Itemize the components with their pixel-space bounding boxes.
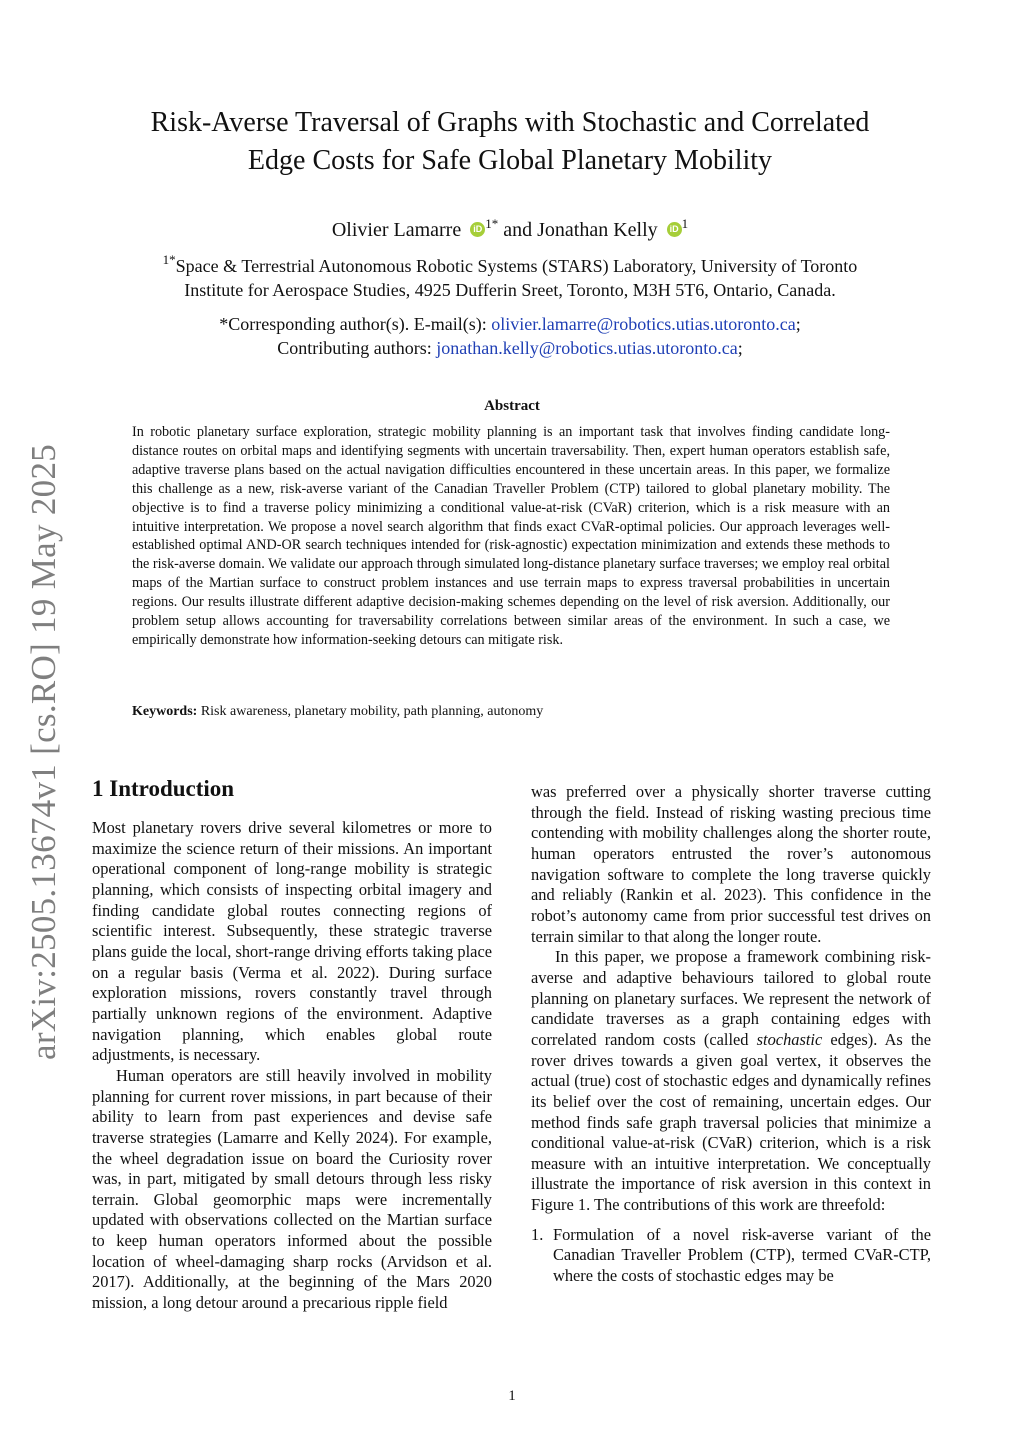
author-1-name: Olivier Lamarre xyxy=(331,219,462,241)
corresponding-email-link[interactable]: olivier.lamarre@robotics.utias.utoronto.ca xyxy=(491,314,796,334)
author-conjunction: and xyxy=(503,219,533,241)
affiliation-line-1: Space & Terrestrial Autonomous Robotic Systems (STARS) Laboratory, University of Toronto xyxy=(175,256,858,276)
keywords xyxy=(132,703,890,721)
orcid-icon[interactable]: iD xyxy=(470,222,485,237)
page-number: 1 xyxy=(508,1388,516,1404)
affiliation-line-2: Institute for Aerospace Studies, 4925 Dufferin Sreet, Toronto, M3H 5T6, Ontario, Canada. xyxy=(184,280,836,300)
paragraph-text: edges). As the rover drives towards a given goal vertex, it observes the actual (true) cost of stochastic edges and dynamically refines its belief over the cost of remaining, uncertain edges. Our method finds safe graph traversal policies that minimize a conditional value-at-risk (CVaR) criterion, which is a risk measure with an intuitive interpretation. We conceptually illustrate the importance of risk aversion in this context in Figure 1. The contributions of this work are threefold: xyxy=(531,1029,931,1215)
contact-info xyxy=(110,312,910,360)
affiliation xyxy=(100,248,920,302)
author-list xyxy=(110,210,910,244)
left-column xyxy=(92,818,492,1314)
emphasis-text: stochastic xyxy=(756,1029,823,1049)
contributing-prefix: Contributing authors: xyxy=(277,338,437,358)
corresponding-prefix: *Corresponding author(s). E-mail(s): xyxy=(219,314,492,334)
keywords-text: Risk awareness, planetary mobility, path planning, autonomy xyxy=(200,704,544,719)
paragraph-text: In this paper, we propose a framework combining risk-averse and adaptive behaviours tailored to global route planning on planetary surfaces. We represent the network of candidate traverses as a graph containing edges with correlated random costs (called xyxy=(531,947,931,1049)
author-2-name: Jonathan Kelly xyxy=(537,219,658,241)
list-item-text: Formulation of a novel risk-averse variant of the Canadian Traveller Problem (CTP), termed CVaR-CTP, where the costs of stochastic edges may be xyxy=(553,1224,931,1286)
author-2-mark: 1 xyxy=(681,216,689,231)
separator: ; xyxy=(795,314,801,334)
paragraph: was preferred over a physically shorter traverse cutting through the field. Instead of risking wasting precious time contending with mobility challenges along the shorter route, human operators entrusted the rover’s autonomous navigation software to complete the long traverse quickly and reliably (Rankin et al. 2023). This confidence in the robot’s autonomy came from prior successful test drives on terrain similar to that along the longer route. xyxy=(531,782,931,946)
paragraph xyxy=(531,947,931,1216)
separator: ; xyxy=(737,338,743,358)
paragraph: Most planetary rovers drive several kilometres or more to maximize the science return of their missions. An important operational component of long-range mobility is strategic planning, which consists of inspecting orbital imagery and finding candidate global routes connecting regions of scientific interest. Subsequently, these strategic traverse plans guide the local, short-range driving efforts taking place on a regular basis (Verma et al. 2022). During surface exploration missions, rovers constantly travel through partially unknown regions of the environment. Adaptive navigation planning, which enables global route adjustments, is necessary. xyxy=(92,818,492,1065)
title-line-1: Risk-Averse Traversal of Graphs with Stochastic and Correlated xyxy=(150,107,870,138)
paragraph: Human operators are still heavily involved in mobility planning for current rover missions, in part because of their ability to learn from past experiences and devise safe traverse strategies (Lamarre and Kelly 2024). For example, the wheel degradation issue on board the Curiosity rover was, in part, mitigated by small detours through less risky terrain. Global geomorphic maps were incrementally updated with observations collected on the Martian surface to keep human operators informed about the possible location of wheel-damaging sharp rocks (Arvidson et al. 2017). Additionally, at the beginning of the Mars 2020 mission, a long detour around a precarious ripple field xyxy=(92,1065,492,1313)
affiliation-mark: 1* xyxy=(162,252,176,267)
list-number: 1. xyxy=(531,1224,544,1244)
abstract-text: In robotic planetary surface exploration, strategic mobility planning is an important task that involves finding candidate long-distance routes on orbital maps and identifying segments with uncertain traversability. Then, expert human operators establish safe, adaptive traverse plans based on the actual navigation difficulties encountered in these uncertain areas. In this paper, we formalize this challenge as a new, risk-averse variant of the Canadian Traveller Problem (CTP) tailored to global planetary mobility. The objective is to find a traverse policy minimizing a conditional value-at-risk (CVaR) criterion, which is a risk measure with an intuitive interpretation. We propose a novel search algorithm that finds exact CVaR-optimal policies. Our approach leverages well-established optimal AND-OR search techniques intended for (risk-agnostic) expectation minimization and extends these methods to the risk-averse domain. We validate our approach through simulated long-distance planetary surface traverses; we employ real orbital maps of the Martian surface to construct problem instances and use terrain maps to express traversal probabilities in uncertain regions. Our results illustrate different adaptive decision-making schemes depending on the level of risk aversion. Additionally, our problem setup allows accounting for traversability correlations between similar areas of the environment. In such a case, we empirically demonstrate how information-seeking detours can mitigate risk. xyxy=(132,424,890,648)
paper-title xyxy=(110,104,910,180)
orcid-icon[interactable]: iD xyxy=(667,222,682,237)
abstract-heading: Abstract xyxy=(484,398,540,414)
list-item xyxy=(531,1225,931,1287)
right-column xyxy=(531,782,931,1287)
arxiv-identifier-stamp: arXiv:2505.13674v1 [cs.RO] 19 May 2025 xyxy=(24,443,63,1060)
title-line-2: Edge Costs for Safe Global Planetary Mobility xyxy=(247,145,773,176)
author-1-mark: 1* xyxy=(485,216,499,231)
contributing-email-link[interactable]: jonathan.kelly@robotics.utias.utoronto.ca xyxy=(436,338,738,358)
section-heading-introduction: 1 Introduction xyxy=(92,776,235,801)
keywords-label: Keywords: xyxy=(132,704,198,719)
